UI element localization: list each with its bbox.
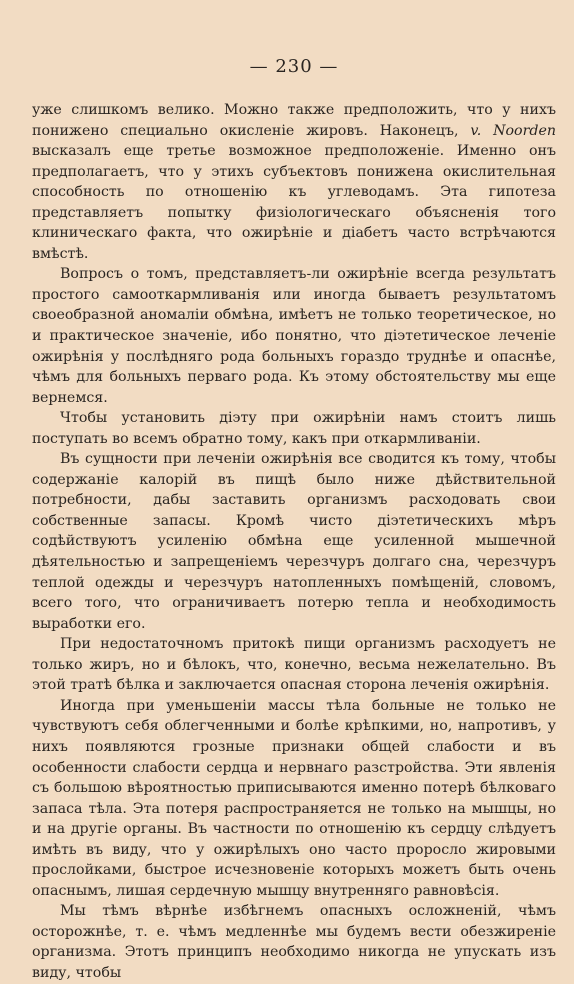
page-number: — 230 — — [249, 56, 339, 77]
paragraph-continuation — [32, 100, 556, 264]
author-name-italic: v. Noorden — [470, 122, 556, 139]
paragraph: Вопросъ о томъ, представляетъ-ли ожирѣніе всегда результатъ простого самооткармливанія или иногда бываетъ результатомъ своеобразной аномаліи обмѣна, имѣетъ не только теоретическое, но и практическое значеніе, ибо понятно, что діэтетическое леченіе ожирѣнія у послѣдняго рода больныхъ гораздо труднѣе и опаснѣе, чѣмъ для больныхъ перваго рода. Къ этому обстоятельству мы еще вернемся. — [32, 266, 556, 406]
book-page — [32, 54, 556, 981]
paragraph: При недостаточномъ притокѣ пищи организмъ расходуетъ не только жиръ, но и бѣлокъ, что, конечно, весьма нежелательно. Въ этой тратѣ бѣлка и заключается опасная сторона леченія ожирѣнія. — [32, 636, 556, 694]
paragraph-text: уже слишкомъ велико. Можно также предположить, что у нихъ понижено специально окисленіе жировъ. Наконецъ, — [32, 102, 556, 139]
paragraph: Въ сущности при леченіи ожирѣнія все сводится къ тому, чтобы содержаніе калорій въ пищѣ было ниже дѣйствительной потребности, дабы заставить организмъ расходовать свои собственные запасы. Кромѣ чисто діэтетическихъ мѣръ содѣйствуютъ усиленію обмѣна еще усиленной мышечной дѣятельностью и запрещеніемъ черезчуръ долгаго сна, черезчуръ теплой одежды и черезчуръ натопленныхъ помѣщеній, словомъ, всего того, что ограничиваетъ потерю тепла и необходимость выработки его. — [32, 451, 556, 632]
paragraph: Чтобы установить діэту при ожирѣніи намъ стоитъ лишь поступать во всемъ обратно тому, какъ при откармливаніи. — [32, 410, 556, 447]
paragraph: Мы тѣмъ вѣрнѣе избѣгнемъ опасныхъ осложненій, чѣмъ осторожнѣе, т. е. чѣмъ медленнѣе мы будемъ вести обезжиреніе организма. Этотъ принципъ необходимо никогда не упускать изъ виду, чтобы — [32, 903, 556, 981]
paragraph-text: высказалъ еще третье возможное предположеніе. Именно онъ предполагаетъ, что у этихъ субъектовъ понижена окислительная способность по отношенію къ углеводамъ. Эта гипотеза представляетъ попытку физіологическаго объясненія того клиническаго факта, что ожирѣніе и діабетъ часто встрѣчаются вмѣстѣ. — [32, 143, 556, 262]
paragraph: Иногда при уменьшеніи массы тѣла больные не только не чувствуютъ себя облегченными и болѣе крѣпкими, но, напротивъ, у нихъ появляются грозные признаки общей слабости и въ особенности слабости сердца и нервнаго разстройства. Эти явленія съ большою вѣроятностью приписываются именно потерѣ бѣлковаго запаса тѣла. Эта потеря распространяется не только на мышцы, но и на другіе органы. Въ частности по отношенію къ сердцу слѣдуетъ имѣть въ виду, что у ожирѣлыхъ оно часто проросло жировыми прослойками, быстрое исчезновеніе которыхъ можетъ быть очень опаснымъ, лишая сердечную мышцу внутренняго равновѣсія. — [32, 697, 556, 899]
